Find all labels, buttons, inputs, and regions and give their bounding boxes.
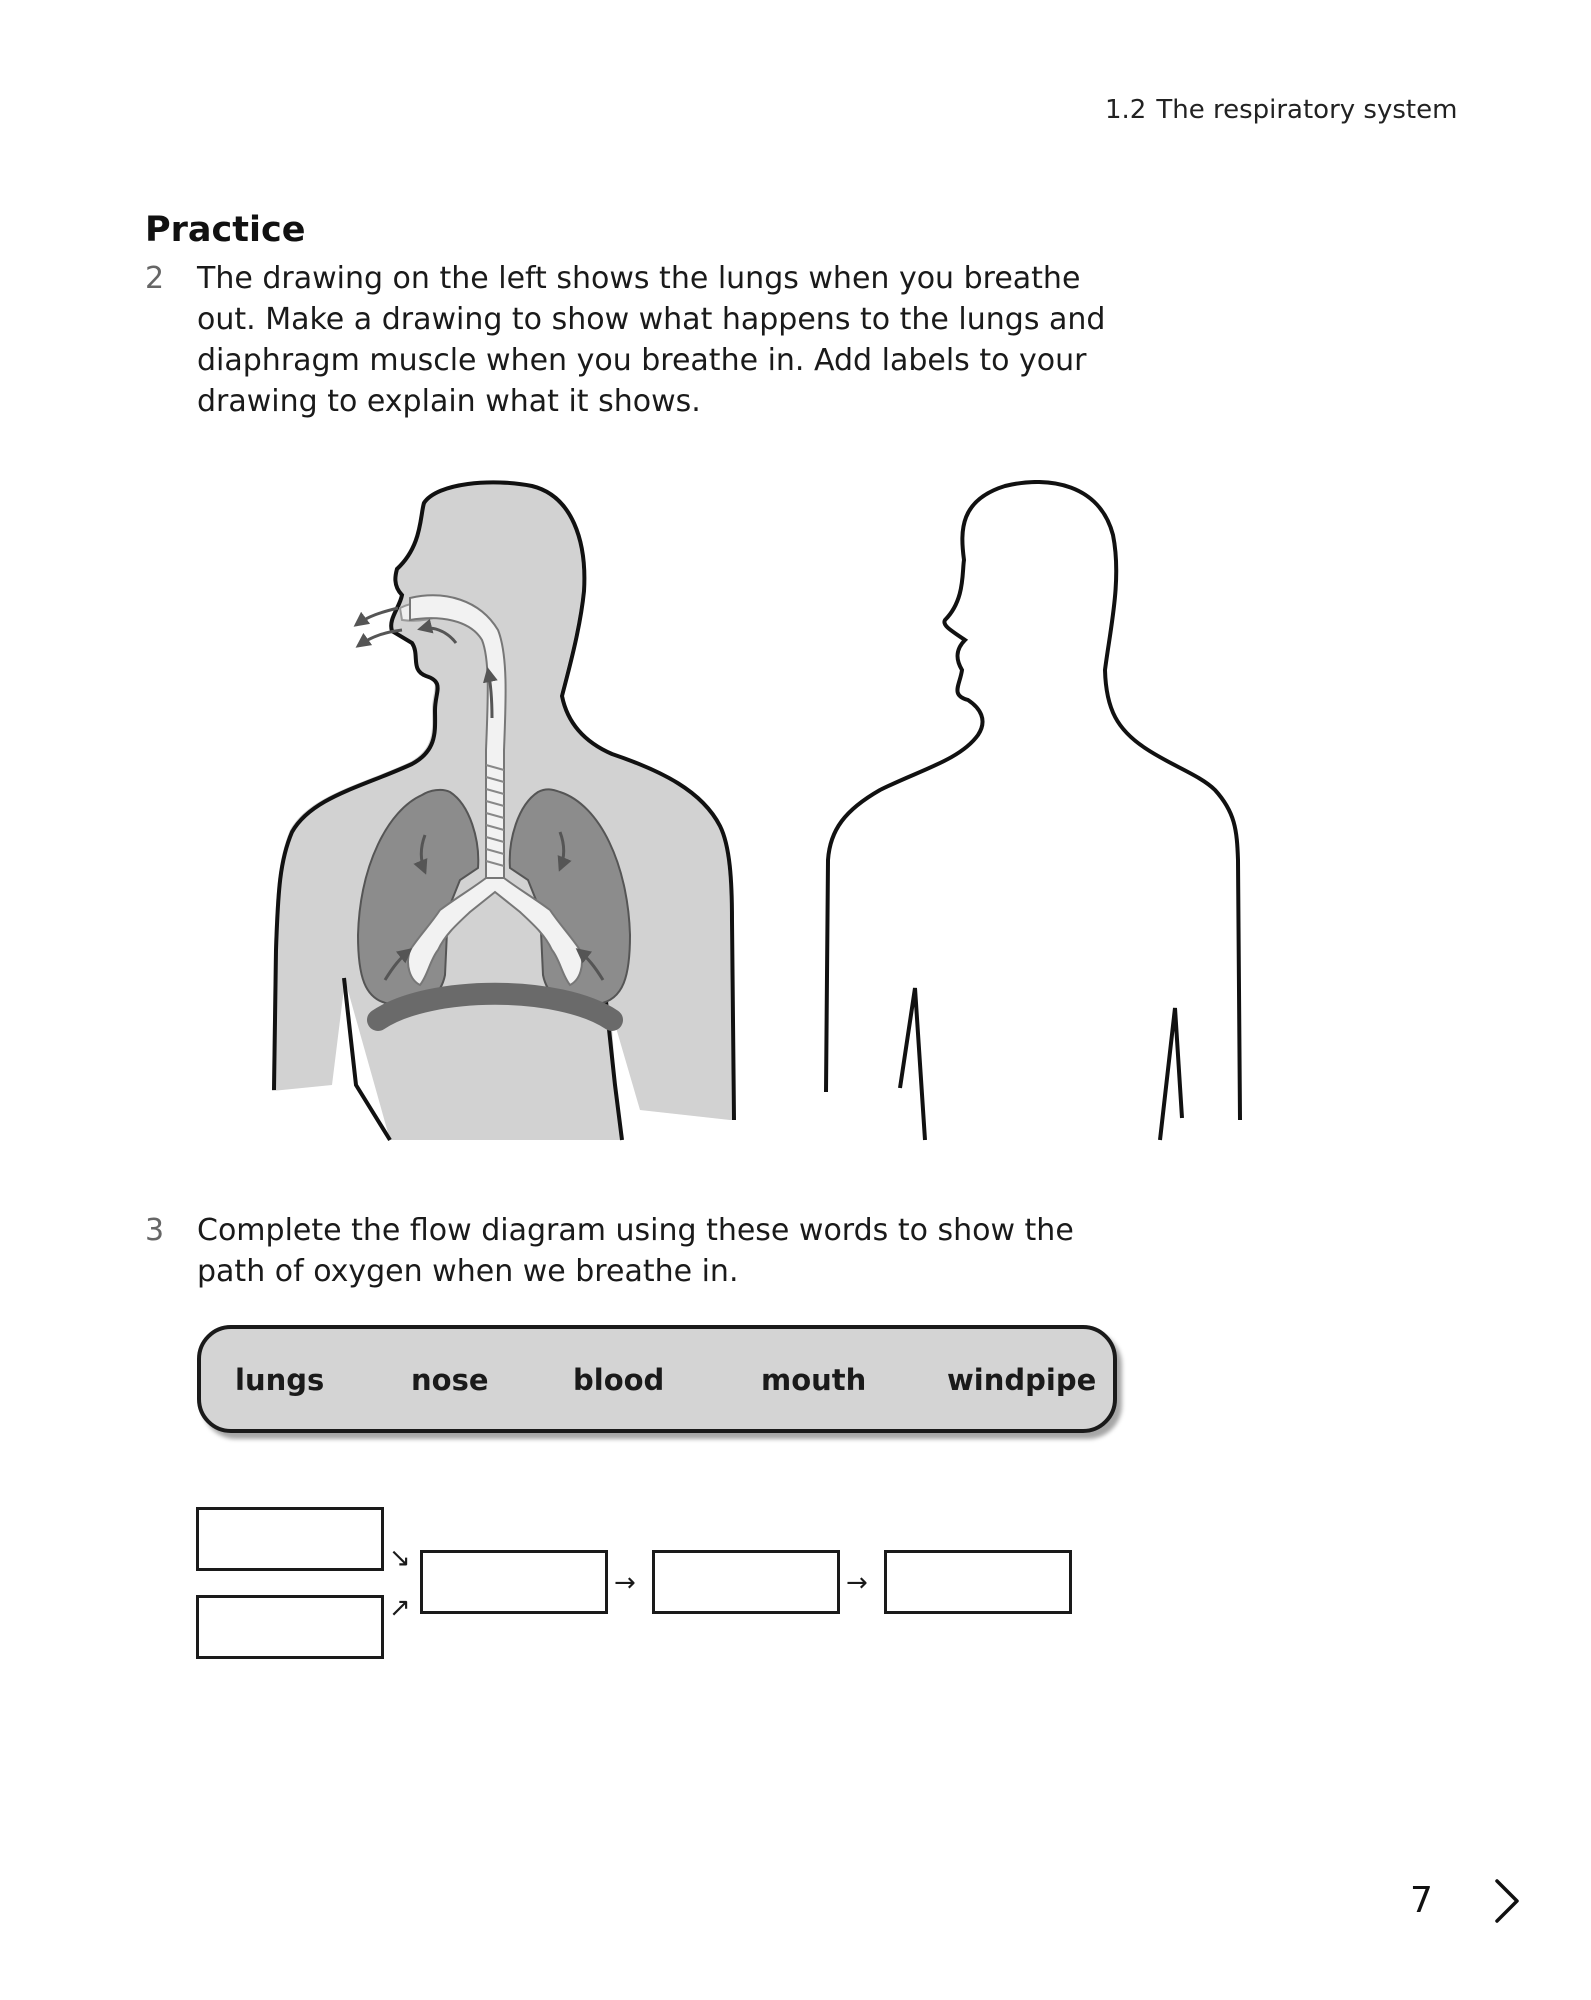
inhale-outline-figure [826, 482, 1240, 1140]
word-windpipe: windpipe [947, 1363, 1097, 1397]
flow-box-3[interactable] [420, 1550, 608, 1614]
question-number: 3 [145, 1213, 165, 1248]
question-number: 2 [145, 261, 165, 296]
page-number: 7 [1410, 1880, 1433, 1921]
word-mouth: mouth [761, 1363, 867, 1397]
left-arm-line-outline [900, 988, 925, 1140]
right-arm-line-outline [1160, 1008, 1182, 1140]
breathing-figure [260, 480, 1300, 1160]
word-bank [197, 1325, 1117, 1433]
word-blood: blood [573, 1363, 665, 1397]
exhale-figure [272, 481, 734, 1140]
section-title: The respiratory system [1156, 95, 1458, 125]
flow-box-2[interactable] [196, 1595, 384, 1659]
arrow-right-1: → [614, 1568, 636, 1598]
running-header [1105, 95, 1505, 125]
flow-box-4[interactable] [652, 1550, 840, 1614]
flow-box-5[interactable] [884, 1550, 1072, 1614]
question-text: Complete the flow diagram using these words to show the path of oxygen when we breathe in. [197, 1213, 1074, 1289]
chevron-right-icon[interactable] [1492, 1878, 1522, 1924]
arrow-down-right: ↘ [389, 1543, 411, 1573]
flow-box-1[interactable] [196, 1507, 384, 1571]
word-nose: nose [411, 1363, 489, 1397]
question-text: The drawing on the left shows the lungs when you breathe out. Make a drawing to show what happens to the lungs and diaphragm muscle when you breathe in. Add labels to your drawing to explain what it shows. [197, 261, 1106, 419]
practice-heading: Practice [145, 210, 306, 250]
arrow-right-2: → [846, 1568, 868, 1598]
section-number: 1.2 [1105, 95, 1147, 125]
arrow-up-right: ↗ [389, 1593, 411, 1623]
word-lungs: lungs [235, 1363, 325, 1397]
